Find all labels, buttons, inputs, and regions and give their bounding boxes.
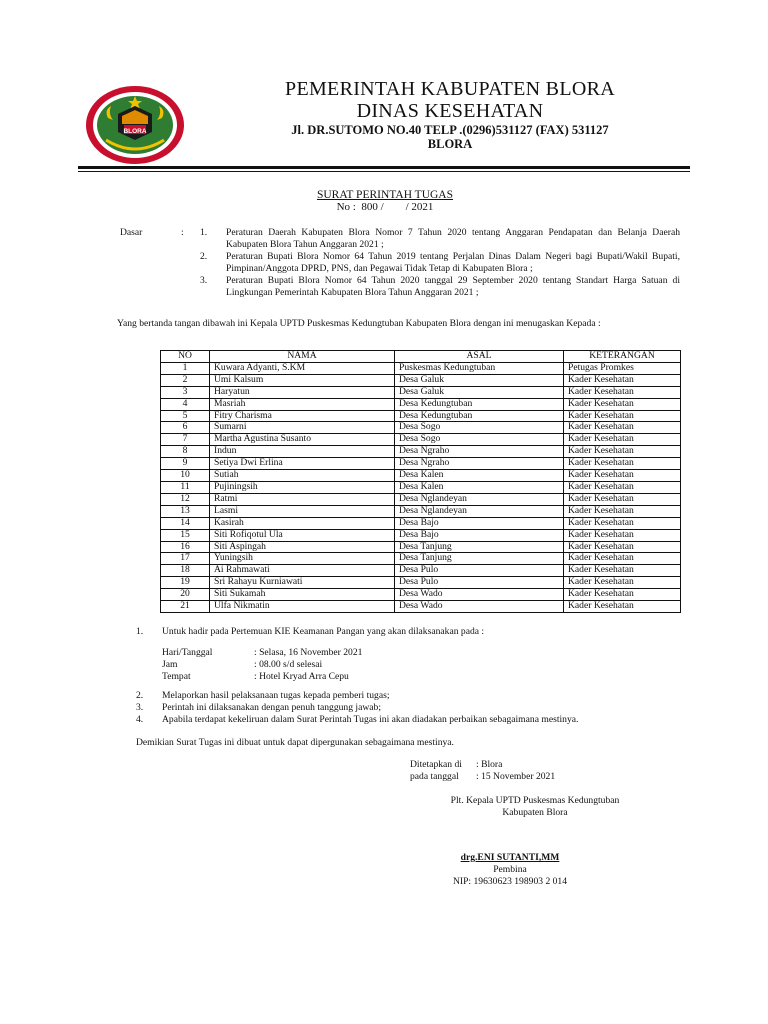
issued-date-value: : 15 November 2021	[476, 771, 556, 782]
cell-asal: Desa Pulo	[395, 577, 564, 589]
cell-nama: Martha Agustina Susanto	[210, 434, 395, 446]
dasar-item-number: 3.	[200, 275, 208, 286]
signatory-nip: NIP: 19630623 198903 2 014	[452, 876, 568, 887]
cell-asal: Desa Wado	[395, 589, 564, 601]
cell-keterangan: Kader Kesehatan	[564, 541, 681, 553]
cell-keterangan: Kader Kesehatan	[564, 517, 681, 529]
dasar-list	[200, 227, 680, 299]
table-row	[161, 577, 681, 589]
instruction-item	[136, 626, 484, 638]
cell-keterangan: Kader Kesehatan	[564, 422, 681, 434]
blora-regency-emblem	[84, 84, 186, 166]
cell-keterangan: Kader Kesehatan	[564, 565, 681, 577]
cell-asal: Desa Tanjung	[395, 541, 564, 553]
detail-value: : Selasa, 16 November 2021	[254, 647, 363, 658]
cell-keterangan: Kader Kesehatan	[564, 577, 681, 589]
table-row	[161, 601, 681, 613]
dasar-item	[200, 227, 680, 251]
cell-nama: Ulfa Nikmatin	[210, 601, 395, 613]
cell-nama: Kuwara Adyanti, S.KM	[210, 362, 395, 374]
table-row	[161, 553, 681, 565]
table-row	[161, 434, 681, 446]
signatory-position: Plt. Kepala UPTD Puskesmas Kedungtuban	[450, 795, 620, 806]
table-row	[161, 362, 681, 374]
cell-asal: Puskesmas Kedungtuban	[395, 362, 564, 374]
issued-at-label: Ditetapkan di	[410, 759, 462, 770]
detail-row-place	[162, 671, 362, 683]
instruction-list-continued	[136, 690, 578, 726]
cell-asal: Desa Kalen	[395, 470, 564, 482]
cell-nama: Sutiah	[210, 470, 395, 482]
dasar-item	[200, 251, 680, 275]
cell-asal: Desa Bajo	[395, 517, 564, 529]
cell-no: 20	[161, 589, 210, 601]
table-row	[161, 458, 681, 470]
cell-no: 15	[161, 529, 210, 541]
cell-keterangan: Kader Kesehatan	[564, 410, 681, 422]
personnel-table-body	[161, 362, 681, 612]
cell-no: 12	[161, 493, 210, 505]
cell-asal: Desa Galuk	[395, 386, 564, 398]
cell-keterangan: Kader Kesehatan	[564, 589, 681, 601]
table-row	[161, 398, 681, 410]
cell-asal: Desa Ngraho	[395, 458, 564, 470]
cell-keterangan: Kader Kesehatan	[564, 553, 681, 565]
cell-nama: Lasmi	[210, 505, 395, 517]
cell-no: 7	[161, 434, 210, 446]
cell-no: 19	[161, 577, 210, 589]
cell-nama: Ai Rahmawati	[210, 565, 395, 577]
cell-keterangan: Kader Kesehatan	[564, 434, 681, 446]
cell-no: 4	[161, 398, 210, 410]
dasar-item-number: 1.	[200, 227, 208, 238]
signatory-region: Kabupaten Blora	[502, 807, 568, 818]
cell-no: 3	[161, 386, 210, 398]
cell-nama: Sri Rahayu Kurniawati	[210, 577, 395, 589]
cell-no: 2	[161, 374, 210, 386]
meeting-details	[162, 647, 362, 683]
instruction-number: 1.	[136, 626, 144, 637]
table-row	[161, 410, 681, 422]
detail-row-time	[162, 659, 362, 671]
instruction-number: 3.	[136, 702, 144, 713]
table-header-row	[161, 351, 681, 363]
cell-asal: Desa Nglandeyan	[395, 505, 564, 517]
cell-nama: Yuningsih	[210, 553, 395, 565]
cell-keterangan: Kader Kesehatan	[564, 446, 681, 458]
cell-asal: Desa Wado	[395, 601, 564, 613]
detail-value: : Hotel Kryad Arra Cepu	[254, 671, 349, 682]
cell-no: 9	[161, 458, 210, 470]
cell-asal: Desa Kedungtuban	[395, 398, 564, 410]
table-row	[161, 470, 681, 482]
cell-no: 18	[161, 565, 210, 577]
instruction-text: Untuk hadir pada Pertemuan KIE Keamanan Pangan yang akan dilaksanakan pada :	[162, 626, 485, 637]
issued-at-row	[410, 759, 555, 771]
document-number: No : 800 / / 2021	[336, 201, 434, 213]
cell-nama: Siti Sukamah	[210, 589, 395, 601]
detail-label: Tempat	[162, 671, 191, 682]
dasar-item-number: 2.	[200, 251, 208, 262]
cell-asal: Desa Sogo	[395, 422, 564, 434]
signatory-name: drg.ENI SUTANTI,MM	[460, 852, 560, 863]
instruction-text: Melaporkan hasil pelaksanaan tugas kepada pemberi tugas;	[162, 690, 390, 701]
cell-nama: Indun	[210, 446, 395, 458]
cell-no: 1	[161, 362, 210, 374]
signatory-rank: Pembina	[493, 864, 527, 875]
letterhead-rule-thin	[78, 171, 690, 172]
letterhead-government: PEMERINTAH KABUPATEN BLORA	[285, 78, 615, 100]
cell-no: 17	[161, 553, 210, 565]
cell-nama: Siti Aspingah	[210, 541, 395, 553]
cell-asal: Desa Ngraho	[395, 446, 564, 458]
cell-nama: Umi Kalsum	[210, 374, 395, 386]
cell-no: 11	[161, 481, 210, 493]
instruction-item	[136, 690, 578, 702]
cell-no: 8	[161, 446, 210, 458]
cell-nama: Setiya Dwi Erlina	[210, 458, 395, 470]
cell-keterangan: Kader Kesehatan	[564, 601, 681, 613]
detail-row-date	[162, 647, 362, 659]
cell-keterangan: Kader Kesehatan	[564, 505, 681, 517]
table-row	[161, 541, 681, 553]
letterhead-address: Jl. DR.SUTOMO NO.40 TELP .(0296)531127 (FAX) 531127	[291, 123, 609, 137]
cell-keterangan: Kader Kesehatan	[564, 398, 681, 410]
table-row	[161, 386, 681, 398]
column-header-keterangan: KETERANGAN	[564, 351, 681, 363]
detail-label: Jam	[162, 659, 178, 670]
cell-keterangan: Petugas Promkes	[564, 362, 681, 374]
emblem-logo-text: BLORA	[123, 128, 147, 135]
table-row	[161, 529, 681, 541]
signatory-position-block	[410, 795, 660, 819]
cell-nama: Fitry Charisma	[210, 410, 395, 422]
letterhead-agency: DINAS KESEHATAN	[356, 100, 544, 122]
cell-keterangan: Kader Kesehatan	[564, 386, 681, 398]
cell-asal: Desa Pulo	[395, 565, 564, 577]
document-title: SURAT PERINTAH TUGAS	[316, 189, 454, 201]
dasar-item-text: Peraturan Bupati Blora Nomor 64 Tahun 2020 tanggal 29 September 2020 tentang Standart Harga Satuan di Lingkungan Pemerintah Kabupaten Blora Tahun Anggaran 2021 ;	[226, 275, 680, 298]
cell-asal: Desa Tanjung	[395, 553, 564, 565]
cell-asal: Desa Nglandeyan	[395, 493, 564, 505]
cell-keterangan: Kader Kesehatan	[564, 481, 681, 493]
dasar-item-text: Peraturan Bupati Blora Nomor 64 Tahun 2019 tentang Perjalan Dinas Dalam Negeri bagi Bupati/Wakil Bupati, Pimpinan/Anggota DPRD, PNS, dan Pegawai Tidak Tetap di Kabupaten Blora ;	[226, 251, 680, 274]
cell-nama: Siti Rofiqotul Ula	[210, 529, 395, 541]
table-row	[161, 422, 681, 434]
cell-nama: Haryatun	[210, 386, 395, 398]
cell-nama: Ratmi	[210, 493, 395, 505]
closing-statement: Demikian Surat Tugas ini dibuat untuk dapat dipergunakan sebagaimana mestinya.	[136, 737, 454, 748]
table-row	[161, 505, 681, 517]
cell-asal: Desa Kalen	[395, 481, 564, 493]
cell-keterangan: Kader Kesehatan	[564, 374, 681, 386]
dasar-label: Dasar	[120, 227, 143, 238]
dasar-colon: :	[181, 227, 184, 238]
letterhead-rule-thick	[78, 166, 690, 169]
intro-paragraph: Yang bertanda tangan dibawah ini Kepala UPTD Puskesmas Kedungtuban Kabupaten Blora dengan ini menugaskan Kepada :	[117, 318, 601, 329]
cell-asal: Desa Kedungtuban	[395, 410, 564, 422]
instruction-text: Perintah ini dilaksanakan dengan penuh tanggung jawab;	[162, 702, 381, 713]
issuance-block	[410, 759, 555, 783]
instruction-number: 4.	[136, 714, 144, 725]
table-row	[161, 565, 681, 577]
cell-no: 10	[161, 470, 210, 482]
cell-nama: Masriah	[210, 398, 395, 410]
column-header-nama: NAMA	[210, 351, 395, 363]
cell-keterangan: Kader Kesehatan	[564, 458, 681, 470]
cell-asal: Desa Galuk	[395, 374, 564, 386]
cell-no: 6	[161, 422, 210, 434]
column-header-no: NO	[161, 351, 210, 363]
cell-nama: Pujiningsih	[210, 481, 395, 493]
instruction-item	[136, 702, 578, 714]
letterhead-city: BLORA	[427, 137, 473, 151]
cell-no: 13	[161, 505, 210, 517]
column-header-asal: ASAL	[395, 351, 564, 363]
dasar-item	[200, 275, 680, 299]
cell-keterangan: Kader Kesehatan	[564, 529, 681, 541]
issued-at-value: : Blora	[476, 759, 503, 770]
detail-value: : 08.00 s/d selesai	[254, 659, 323, 670]
cell-asal: Desa Bajo	[395, 529, 564, 541]
personnel-table	[160, 350, 681, 613]
table-row	[161, 493, 681, 505]
table-row	[161, 374, 681, 386]
cell-keterangan: Kader Kesehatan	[564, 470, 681, 482]
cell-no: 5	[161, 410, 210, 422]
issued-date-row	[410, 771, 555, 783]
cell-no: 16	[161, 541, 210, 553]
dasar-item-text: Peraturan Daerah Kabupaten Blora Nomor 7 Tahun 2020 tentang Anggaran Pendapatan dan Belanja Daerah Kabupaten Blora Tahun Anggaran 2021 ;	[226, 227, 680, 250]
table-row	[161, 589, 681, 601]
cell-no: 14	[161, 517, 210, 529]
detail-label: Hari/Tanggal	[162, 647, 213, 658]
cell-nama: Sumarni	[210, 422, 395, 434]
instruction-text: Apabila terdapat kekeliruan dalam Surat Perintah Tugas ini akan diadakan perbaikan sebagaimana mestinya.	[162, 714, 579, 725]
instruction-item	[136, 714, 578, 726]
issued-date-label: pada tanggal	[410, 771, 459, 782]
table-row	[161, 481, 681, 493]
table-row	[161, 446, 681, 458]
cell-asal: Desa Sogo	[395, 434, 564, 446]
signatory-block	[410, 852, 610, 888]
cell-keterangan: Kader Kesehatan	[564, 493, 681, 505]
table-row	[161, 517, 681, 529]
cell-no: 21	[161, 601, 210, 613]
cell-nama: Kasirah	[210, 517, 395, 529]
instruction-number: 2.	[136, 690, 144, 701]
